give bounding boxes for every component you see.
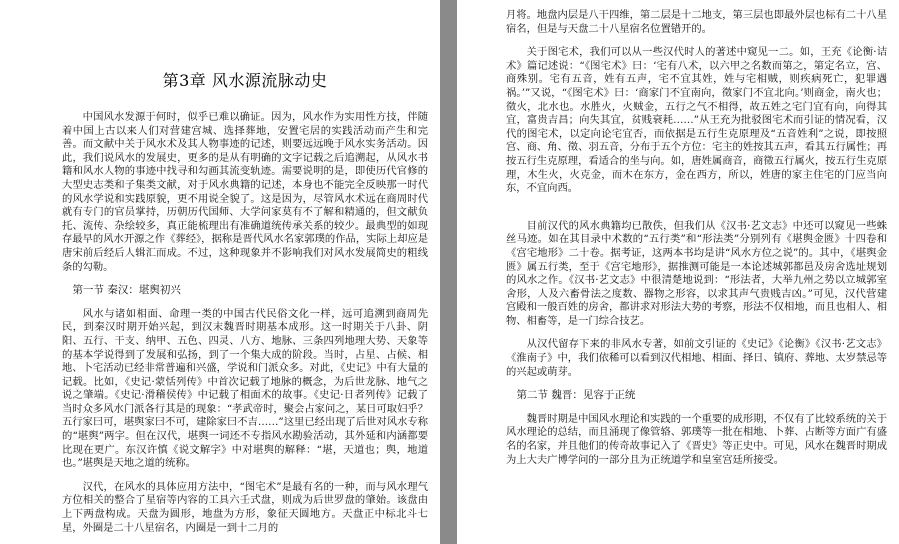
intro-paragraph: 中国风水发源于何时，似乎已难以确证。因为，风水作为实用性方技，伴随着中国上古以来人们对营建宫城、选择葬地，安置宅居的实践活动而产生和完善。而文献中关于风水术及其人物事迹的记述，则要远远晚于风水实务活动。因此，我们说风水的发展史，更多的是从有明确的文字记载之后追溯起，从风水书籍和风水人物的事迹中找寻和勾画其流变轨迹。需要说明的是，即使历代官修的大型史志类和子集类文献，对于风水典籍的记述，本身也不能完全反映那一时代的风水学说和实践原貌，更不用说全貌了。这是因为，尽管风水术远在商周时代就有专门的官员掌持，历朝历代国师、大学问家莫有不了解和精通的，但文献负托、流传、杂绘较多，真正能梳理出有准确道统传承关系的较少。最典型的如现存最早的风水开源之作《葬经》，据称是晋代风水名家郭璞的作品，实际上却应是唐宋前后经后人辑汇而成。不过，这种现象并不影响我们对风水发展简史的粗线条的勾勒。 — [62, 111, 428, 273]
continuation-paragraph: 月将。地盘内层是八干四维，第二层是十二地支，第三层也即最外层也标有二十八星宿名，但是与天盘二十八星宿名位置错开的。 — [506, 9, 887, 35]
section-1-paragraph-2: 汉代，在风水的具体应用方法中，“图宅术”是最有名的一种，而与风水理气方位相关的整合了星宿等内容的工具六壬式盘，则成为后世罗盘的肇始。该盘由上下两盘构成。天盘为圆形，地盘为方形，象征天圆地方。天盘正中标北斗七星，外圈是二十八星宿名，内圈是一到十二月的 — [62, 480, 428, 534]
paragraph-hanshu: 目前汉代的风水典籍均已散佚，但我们从《汉书·艺文志》中还可以窥见一些蛛丝马迹。如在其目录中术数的“五行类”和“形法类”分别列有《堪舆金匮》十四卷和《宫宅地形》二十卷。据考证，这两本书均是讲“风水方位之说”的。其中，《堪舆金匮》属五行类，至于《宫宅地形》，据推测可能是一本论述城郭都邑及房舍选址规划的风水之作。《汉书·艺文志》中很清楚地说到：“形法者，大举九州之势以立城郭室舍形，人及六畜骨法之度数、器物之形容，以求其声气贵贱吉凶。”可见，汉代营建宫殿和一般百姓的房舍，都讲求对形法大势的考察，形法不仅相地，而且也相人、相物、相畜等，是一门综合技艺。 — [506, 219, 887, 327]
page-gutter — [440, 0, 457, 544]
section-1-paragraph-1: 风水与诸如相面、命理一类的中国古代民俗文化一样，远可追溯到商周先民，到秦汉时期开始兴起，到汉末魏晋时期基本成形。这一时期关于八卦、阴阳、五行、干支、纳甲、五色、四灵、八方、地脉、三条四列地理大势、天象等的基本学说得到了发展和弘扬，到了一个集大成的阶段。当时，占星、占候、相地、卜宅活动已经非常普遍和兴盛，学说和门派众多。对此，《史记》中有大量的记载。比如，《史记·蒙恬列传》中首次记载了地脉的概念，为后世龙脉、地气之说之肇端。《史记·滑稽侯传》中记载了相面术的故事。《史记·日者列传》记载了当时众多风水门派各行其是的现象：“孝武帝时，聚会占家问之，某日可取妇乎？五行家曰可，堪舆家曰不可，建除家曰不吉……”这里已经出现了后世对风水专称的“堪舆”两字。但在汉代，堪舆一词还不专指风水勘验活动，其外延和内涵都要比现在更广。东汉许慎《说文解字》中对堪舆的解释：“堪，天道也；舆，地道也。”堪舆是天地之道的统称。 — [62, 307, 428, 470]
right-page — [457, 0, 899, 544]
left-page — [0, 0, 440, 544]
section-2-paragraph-1: 魏晋时期是中国风水理论和实践的一个重要的成形期，不仅有了比较系统的关于风水理论的总结，而且涌现了像管辂、郭璞等一批在相地、卜葬、占断等方面广有盛名的名家，并且他们的传奇故事记入了《晋史》等正史中。可见，风水在魏晋时期成为上大夫广博学问的一部分且为正统道学和皇室宫廷所接受。 — [506, 412, 887, 466]
paragraph-non-fengshui-works: 从汉代留存下来的非风水专著，如前文引证的《史记》《论衡》《汉书·艺文志》《淮南子》中，我们依稀可以看到汉代相地、相面、择日、镇府、葬地、太岁禁忌等的兴起或萌芽。 — [506, 338, 887, 378]
section-heading-wei-jin: 第二节 魏晋：见容于正统 — [516, 389, 636, 402]
paragraph-tuzhai: 关于图宅术，我们可以从一些汉代时人的著述中窥见一二。如，王充《论衡·诘术》篇记述说：“《图宅术》曰：‘宅有八术，以六甲之名数而第之，第定名立，宫、商殊别。宅有五音，姓有五声，宅不宜其姓，姓与宅相贼，则疾病死亡，犯罪遇祸。’”又说，“《图宅术》曰：‘商家门不宜南向，徵家门不宜北向。’则商金，南火也；徵火，北水也。水胜火，火贼金，五行之气不相得，故五姓之宅门宜有向，向得其宜，富贵吉昌；向失其宜，贫贱衰耗……”从王充为批驳图宅术而引证的情况看，汉代的图宅术，以定向论宅宜否，而依据是五行生克原理及“五音姓利”之说，即按照宫、商、角、徵、羽五音，分布于五个方位：宅主的姓按其五声，看其五行属性；再按五行生克原理，看适合的坐与向。如，唐姓属商音，商徵五行属火，按五行生克原理，木生火，火克金，而木在东方，金在西方，所以，姓唐的家主住宅的门应当向东，不宜向西。 — [506, 46, 887, 195]
chapter-title: 第3章 风水源流脉动史 — [162, 71, 328, 90]
section-heading-qin-han: 第一节 秦汉：堪舆初兴 — [72, 284, 181, 297]
